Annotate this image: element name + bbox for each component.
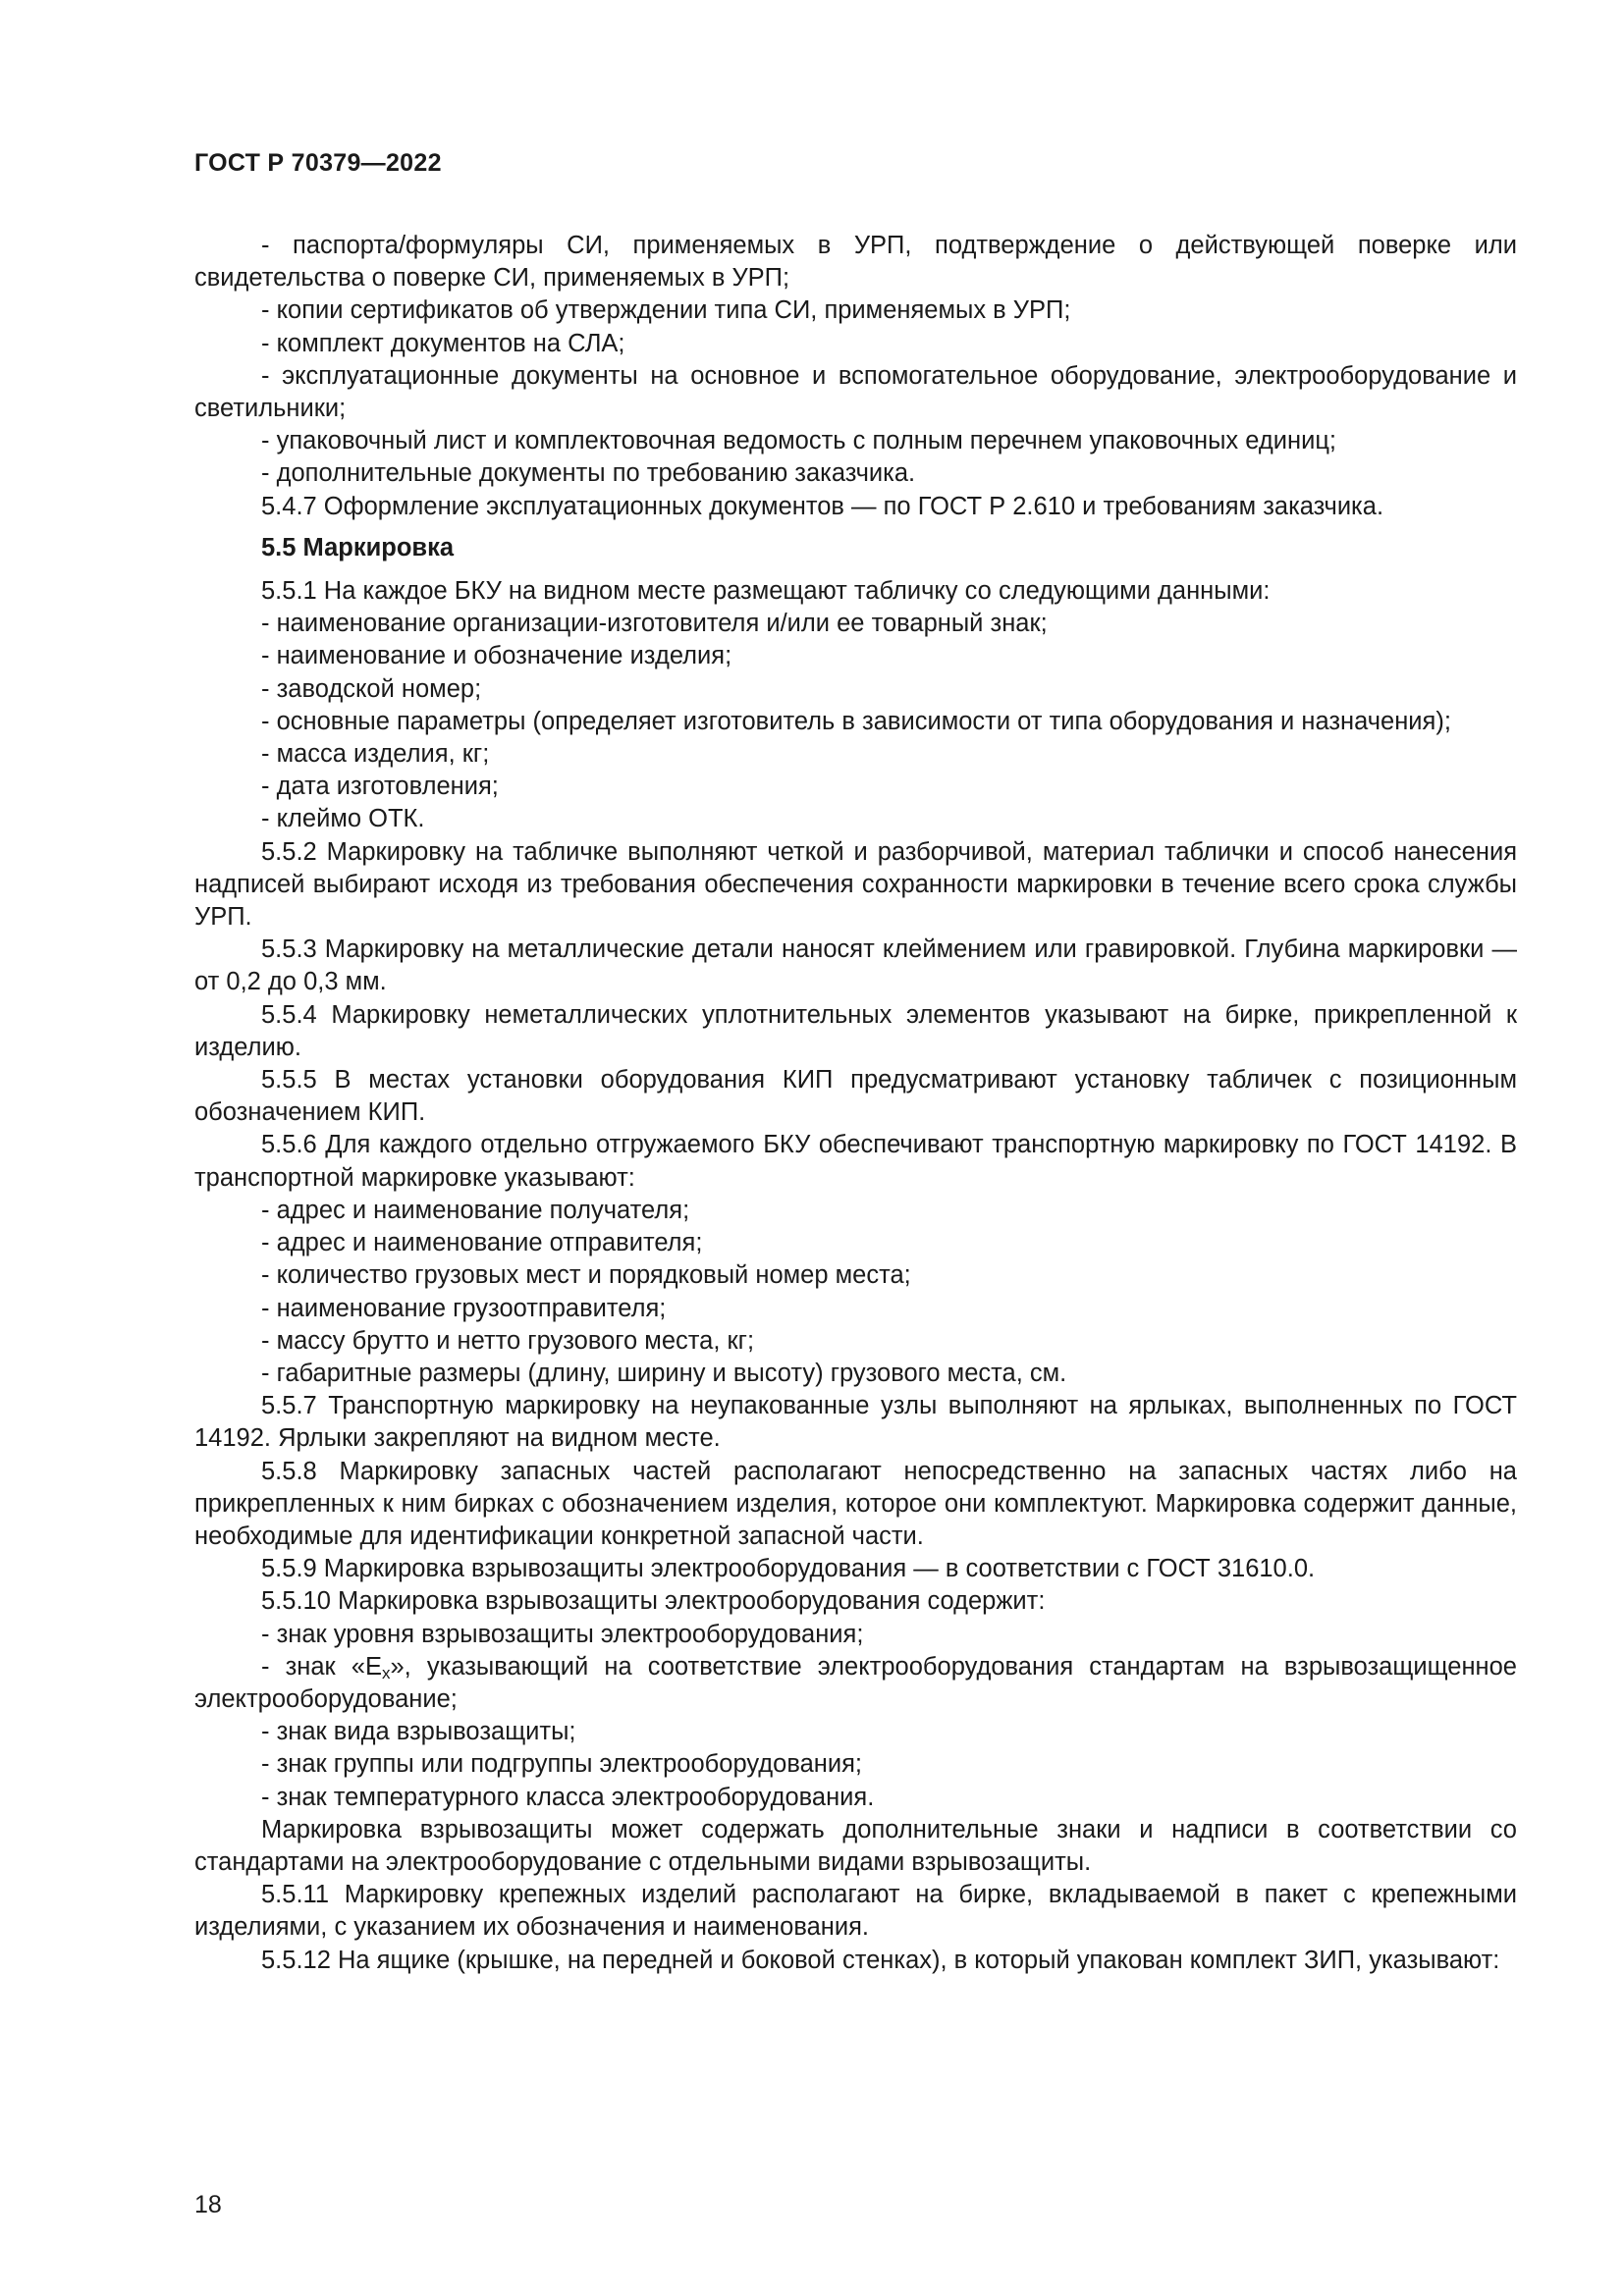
paragraph: 5.5.10 Маркировка взрывозащиты электрооборудования содержит: [261,1587,1046,1616]
list-item: - массу брутто и нетто грузового места, кг; [261,1326,755,1355]
list-item: - габаритные размеры (длину, ширину и высоту) грузового места, см. [261,1359,1067,1387]
section-heading: 5.5 Маркировка [261,533,455,561]
list-item: - клеймо ОТК. [261,805,425,833]
document-header: ГОСТ Р 70379—2022 [194,149,442,177]
paragraph: 5.5.3 Маркировку на металлические детали наносят клеймением или гравировкой. Глубина маркировки — от 0,2 до 0,3 мм. [194,935,1517,996]
list-item: - знак уровня взрывозащиты электрооборудования; [261,1620,864,1648]
paragraph: 5.5.6 Для каждого отдельно отгружаемого БКУ обеспечивают транспортную маркировку по ГОСТ 14192. В транспортной маркировке указывают: [194,1131,1517,1192]
list-item: - наименование и обозначение изделия; [261,642,732,670]
list-item: - наименование грузоотправителя; [261,1294,667,1322]
list-item: - знак группы или подгруппы электрооборудования; [261,1750,862,1779]
list-item: - основные параметры (определяет изготовитель в зависимости от типа оборудования и назначения); [261,707,1451,735]
paragraph: 5.5.12 На ящике (крышке, на передней и боковой стенках), в который упакован комплект ЗИП, указывают: [261,1946,1500,1974]
paragraph: 5.5.7 Транспортную маркировку на неупакованные узлы выполняют на ярлыках, выполненных по ГОСТ 14192. Ярлыки закрепляют на видном месте. [194,1392,1517,1453]
paragraph: 5.5.2 Маркировку на табличке выполняют четкой и разборчивой, материал таблички и способ нанесения надписей выбирают исходя из требования обеспечения сохранности маркировки в течение всего срока службы УРП. [194,837,1517,932]
list-item: - дополнительные документы по требованию заказчика. [261,459,916,488]
paragraph: 5.5.9 Маркировка взрывозащиты электрооборудования — в соответствии с ГОСТ 31610.0. [261,1555,1316,1583]
list-item-text: - знак «E [261,1652,382,1681]
list-item: - паспорта/формуляры СИ, применяемых в УРП, подтверждение о действующей поверке или свидетельства о поверке СИ, применяемых в УРП; [194,232,1517,293]
list-item: - копии сертификатов об утверждении типа СИ, применяемых в УРП; [261,296,1071,325]
list-item: - знак вида взрывозащиты; [261,1718,576,1746]
paragraph: 5.5.11 Маркировку крепежных изделий располагают на бирке, вкладываемой в пакет с крепежными изделиями, с указанием их обозначения и наименования. [194,1881,1517,1942]
paragraph: Маркировка взрывозащиты может содержать дополнительные знаки и надписи в соответствии со стандартами на электрооборудование с отдельными видами взрывозащиты. [194,1815,1517,1876]
list-item: - количество грузовых мест и порядковый номер места; [261,1261,911,1290]
list-item: - адрес и наименование отправителя; [261,1229,703,1257]
list-item: - эксплуатационные документы на основное и вспомогательное оборудование, электрооборудование и светильники; [194,361,1517,423]
list-item: - упаковочный лист и комплектовочная ведомость с полным перечнем упаковочных единиц; [261,427,1337,455]
paragraph: 5.4.7 Оформление эксплуатационных документов — по ГОСТ Р 2.610 и требованиям заказчика. [261,492,1384,520]
document-body [194,230,1517,1977]
list-item: - комплект документов на СЛА; [261,329,625,357]
list-item [194,1651,1517,1716]
list-item-text: », указывающий на соответствие электрооборудования стандартам на взрывозащищенное электрооборудование; [194,1652,1517,1713]
list-item: - знак температурного класса электрооборудования. [261,1783,875,1811]
list-item: - заводской номер; [261,674,482,703]
paragraph: 5.5.4 Маркировку неметаллических уплотнительных элементов указывают на бирке, прикрепленной к изделию. [194,1000,1517,1061]
list-item: - наименование организации-изготовителя и/или ее товарный знак; [261,610,1048,638]
list-item: - масса изделия, кг; [261,740,490,769]
subscript: x [381,1663,391,1682]
list-item: - дата изготовления; [261,773,499,801]
list-item: - адрес и наименование получателя; [261,1196,690,1224]
paragraph: 5.5.5 В местах установки оборудования КИП предусматривают установку табличек с позиционным обозначением КИП. [194,1066,1517,1127]
paragraph: 5.5.8 Маркировку запасных частей располагают непосредственно на запасных частях либо на прикрепленных к ним бирках с обозначением изделия, которое они комплектуют. Маркировка содержит данные, необходимые для идентификации конкретной запасной части. [194,1457,1517,1550]
page-number: 18 [194,2191,222,2218]
paragraph: 5.5.1 На каждое БКУ на видном месте размещают табличку со следующими данными: [261,577,1271,606]
